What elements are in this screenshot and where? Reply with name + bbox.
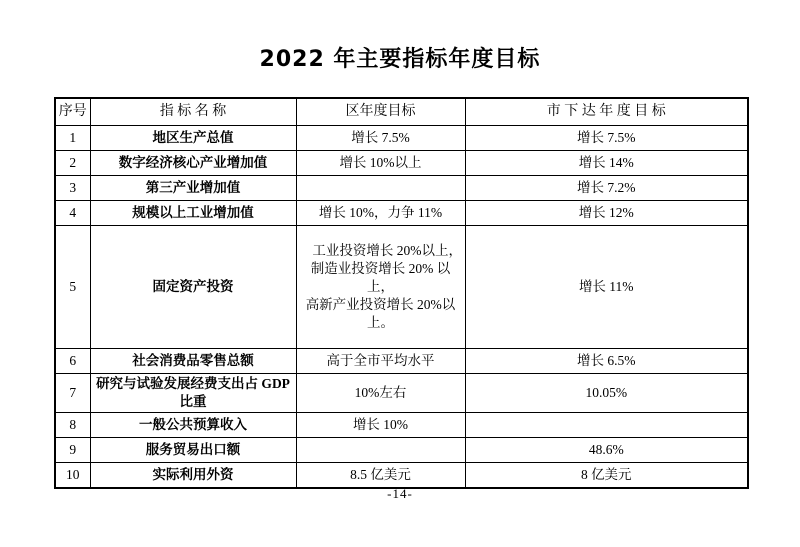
indicator-name-cell: 社会消费品零售总额 xyxy=(90,349,296,374)
row-number-cell: 7 xyxy=(55,374,90,413)
city-target-cell: 增长 7.2% xyxy=(465,176,748,201)
row-number-cell: 1 xyxy=(55,126,90,151)
row-number-cell: 10 xyxy=(55,463,90,488)
indicator-name-cell: 规模以上工业增加值 xyxy=(90,201,296,226)
table-row xyxy=(55,349,748,374)
row-number-cell: 6 xyxy=(55,349,90,374)
table-row xyxy=(55,226,748,349)
table-row xyxy=(55,374,748,413)
district-target-cell: 增长 10%，力争 11% xyxy=(296,201,465,226)
city-target-cell xyxy=(465,413,748,438)
indicator-name-cell: 服务贸易出口额 xyxy=(90,438,296,463)
district-target-cell xyxy=(296,176,465,201)
table-row xyxy=(55,463,748,488)
city-target-cell: 增长 11% xyxy=(465,226,748,349)
district-target-cell xyxy=(296,438,465,463)
table-row xyxy=(55,126,748,151)
district-target-cell: 10%左右 xyxy=(296,374,465,413)
header-district-target: 区年度目标 xyxy=(296,98,465,126)
district-target-cell: 8.5 亿美元 xyxy=(296,463,465,488)
district-target-cell: 增长 10% xyxy=(296,413,465,438)
header-indicator-name: 指 标 名 称 xyxy=(90,98,296,126)
table-row xyxy=(55,438,748,463)
district-target-cell: 增长 7.5% xyxy=(296,126,465,151)
row-number-cell: 8 xyxy=(55,413,90,438)
city-target-cell: 48.6% xyxy=(465,438,748,463)
city-target-cell: 增长 7.5% xyxy=(465,126,748,151)
city-target-cell: 增长 12% xyxy=(465,201,748,226)
row-number-cell: 9 xyxy=(55,438,90,463)
indicator-name-cell: 一般公共预算收入 xyxy=(90,413,296,438)
district-target-cell: 增长 10%以上 xyxy=(296,151,465,176)
page-title: 2022 年主要指标年度目标 xyxy=(259,47,541,72)
city-target-cell: 增长 6.5% xyxy=(465,349,748,374)
city-target-cell: 增长 14% xyxy=(465,151,748,176)
district-target-cell: 高于全市平均水平 xyxy=(296,349,465,374)
table-row xyxy=(55,151,748,176)
table-header-row xyxy=(55,98,748,126)
targets-table xyxy=(54,97,749,489)
city-target-cell: 8 亿美元 xyxy=(465,463,748,488)
header-no: 序号 xyxy=(55,98,90,126)
row-number-cell: 5 xyxy=(55,226,90,349)
table-row xyxy=(55,201,748,226)
indicator-name-cell: 数字经济核心产业增加值 xyxy=(90,151,296,176)
row-number-cell: 2 xyxy=(55,151,90,176)
indicator-name-cell: 第三产业增加值 xyxy=(90,176,296,201)
district-target-cell: 工业投资增长 20%以上， 制造业投资增长 20% 以上， 高新产业投资增长 20%以上。 xyxy=(296,226,465,349)
header-city-target: 市 下 达 年 度 目 标 xyxy=(465,98,748,126)
indicator-name-cell: 地区生产总值 xyxy=(90,126,296,151)
row-number-cell: 3 xyxy=(55,176,90,201)
row-number-cell: 4 xyxy=(55,201,90,226)
indicator-name-cell: 研究与试验发展经费支出占 GDP 比重 xyxy=(90,374,296,413)
table-row xyxy=(55,176,748,201)
city-target-cell: 10.05% xyxy=(465,374,748,413)
indicator-name-cell: 实际利用外资 xyxy=(90,463,296,488)
table-row xyxy=(55,413,748,438)
indicator-name-cell: 固定资产投资 xyxy=(90,226,296,349)
page-number: -14- xyxy=(387,486,413,501)
